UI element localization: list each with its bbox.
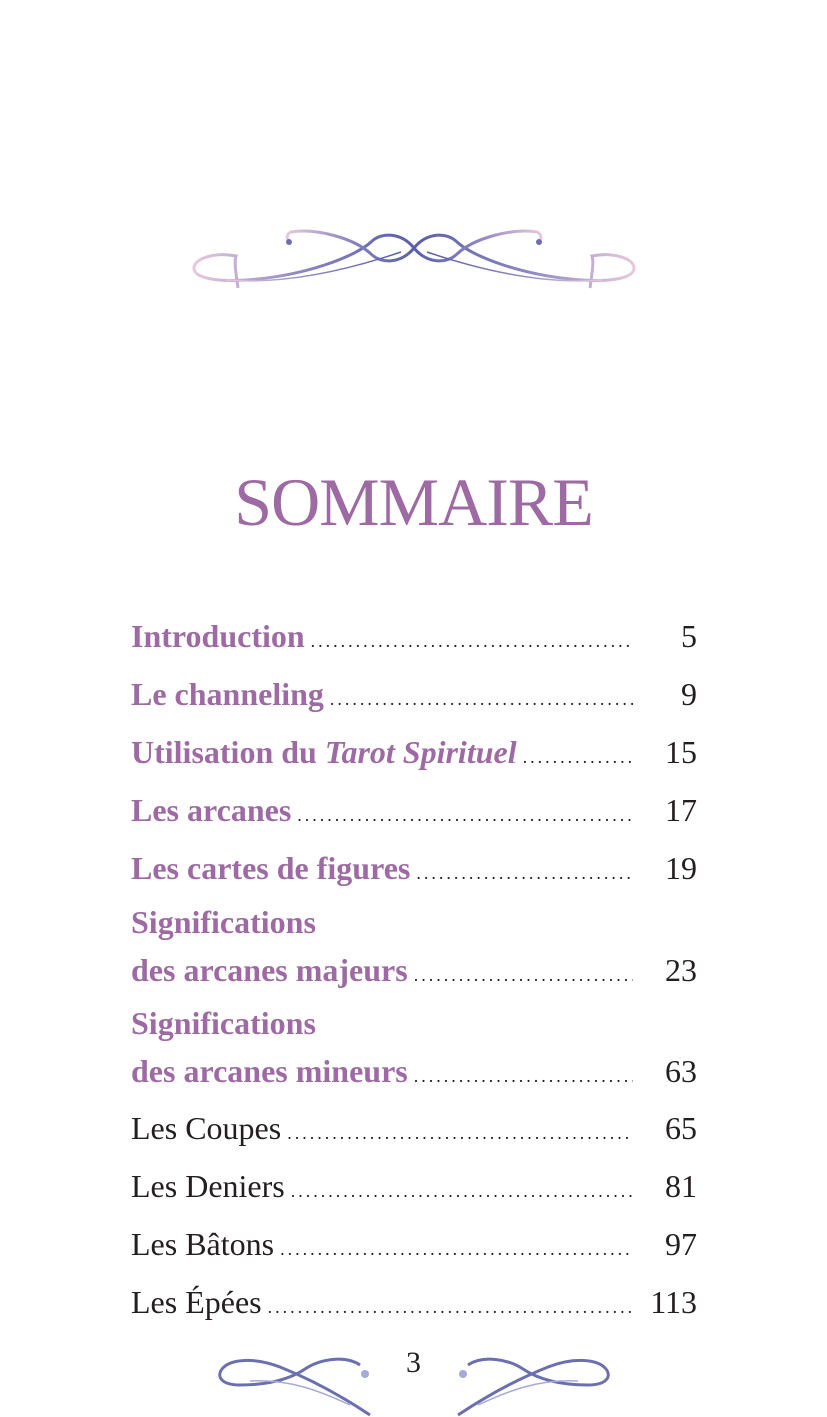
toc-entry-introduction[interactable] (131, 610, 697, 668)
toc-label-line1: Significations (131, 904, 316, 940)
toc-label-line2: des arcanes mineurs (131, 1053, 408, 1089)
toc-entry-epees[interactable] (131, 1276, 697, 1334)
toc-page-number: 63 (665, 1053, 697, 1089)
toc-entry-arcanes[interactable] (131, 784, 697, 842)
leader-dots (330, 673, 633, 726)
toc-entry-figures[interactable] (131, 842, 697, 900)
table-of-contents (131, 610, 697, 1334)
toc-label: Les Épées (131, 1284, 262, 1320)
toc-label-line2: des arcanes majeurs (131, 952, 408, 988)
toc-entry-utilisation[interactable] (131, 726, 697, 784)
leader-dots (280, 1223, 633, 1276)
leader-dots (416, 847, 633, 900)
page-title: SOMMAIRE (234, 464, 593, 540)
toc-label: Les Coupes (131, 1110, 282, 1146)
toc-page-number: 5 (681, 618, 697, 654)
toc-page-number: 19 (665, 850, 697, 886)
top-ornament-icon (186, 218, 642, 302)
leader-dots (291, 1165, 633, 1218)
toc-label: Introduction (131, 618, 305, 654)
toc-label: Les cartes de figures (131, 850, 411, 886)
toc-label-italic: Tarot Spirituel (324, 734, 517, 770)
toc-entry-majeurs[interactable] (131, 900, 697, 1001)
toc-page-number: 113 (650, 1284, 697, 1320)
toc-page-number: 97 (665, 1226, 697, 1262)
toc-entry-channeling[interactable] (131, 668, 697, 726)
toc-label: Le channeling (131, 676, 324, 712)
toc-label (131, 726, 517, 779)
toc-label-line1: Significations (131, 1005, 316, 1041)
toc-page-number: 17 (665, 792, 697, 828)
leader-dots (311, 615, 633, 668)
leader-dots (414, 1050, 633, 1102)
leader-dots (297, 789, 633, 842)
page-number: 3 (406, 1346, 421, 1379)
toc-label: Les Deniers (131, 1168, 285, 1204)
toc-entry-deniers[interactable] (131, 1160, 697, 1218)
toc-label: Les arcanes (131, 792, 292, 828)
toc-page-number: 15 (665, 734, 697, 770)
toc-label-text: Utilisation du (131, 734, 325, 770)
toc-page-number: 81 (665, 1168, 697, 1204)
leader-dots (414, 949, 633, 1001)
toc-page-number: 65 (665, 1110, 697, 1146)
leader-dots (268, 1281, 633, 1334)
leader-dots (287, 1107, 633, 1160)
leader-dots (523, 731, 633, 784)
toc-page-number: 9 (681, 676, 697, 712)
toc-label: Les Bâtons (131, 1226, 275, 1262)
toc-page-number: 23 (665, 952, 697, 988)
toc-entry-mineurs[interactable] (131, 1001, 697, 1102)
toc-entry-batons[interactable] (131, 1218, 697, 1276)
toc-entry-coupes[interactable] (131, 1102, 697, 1160)
